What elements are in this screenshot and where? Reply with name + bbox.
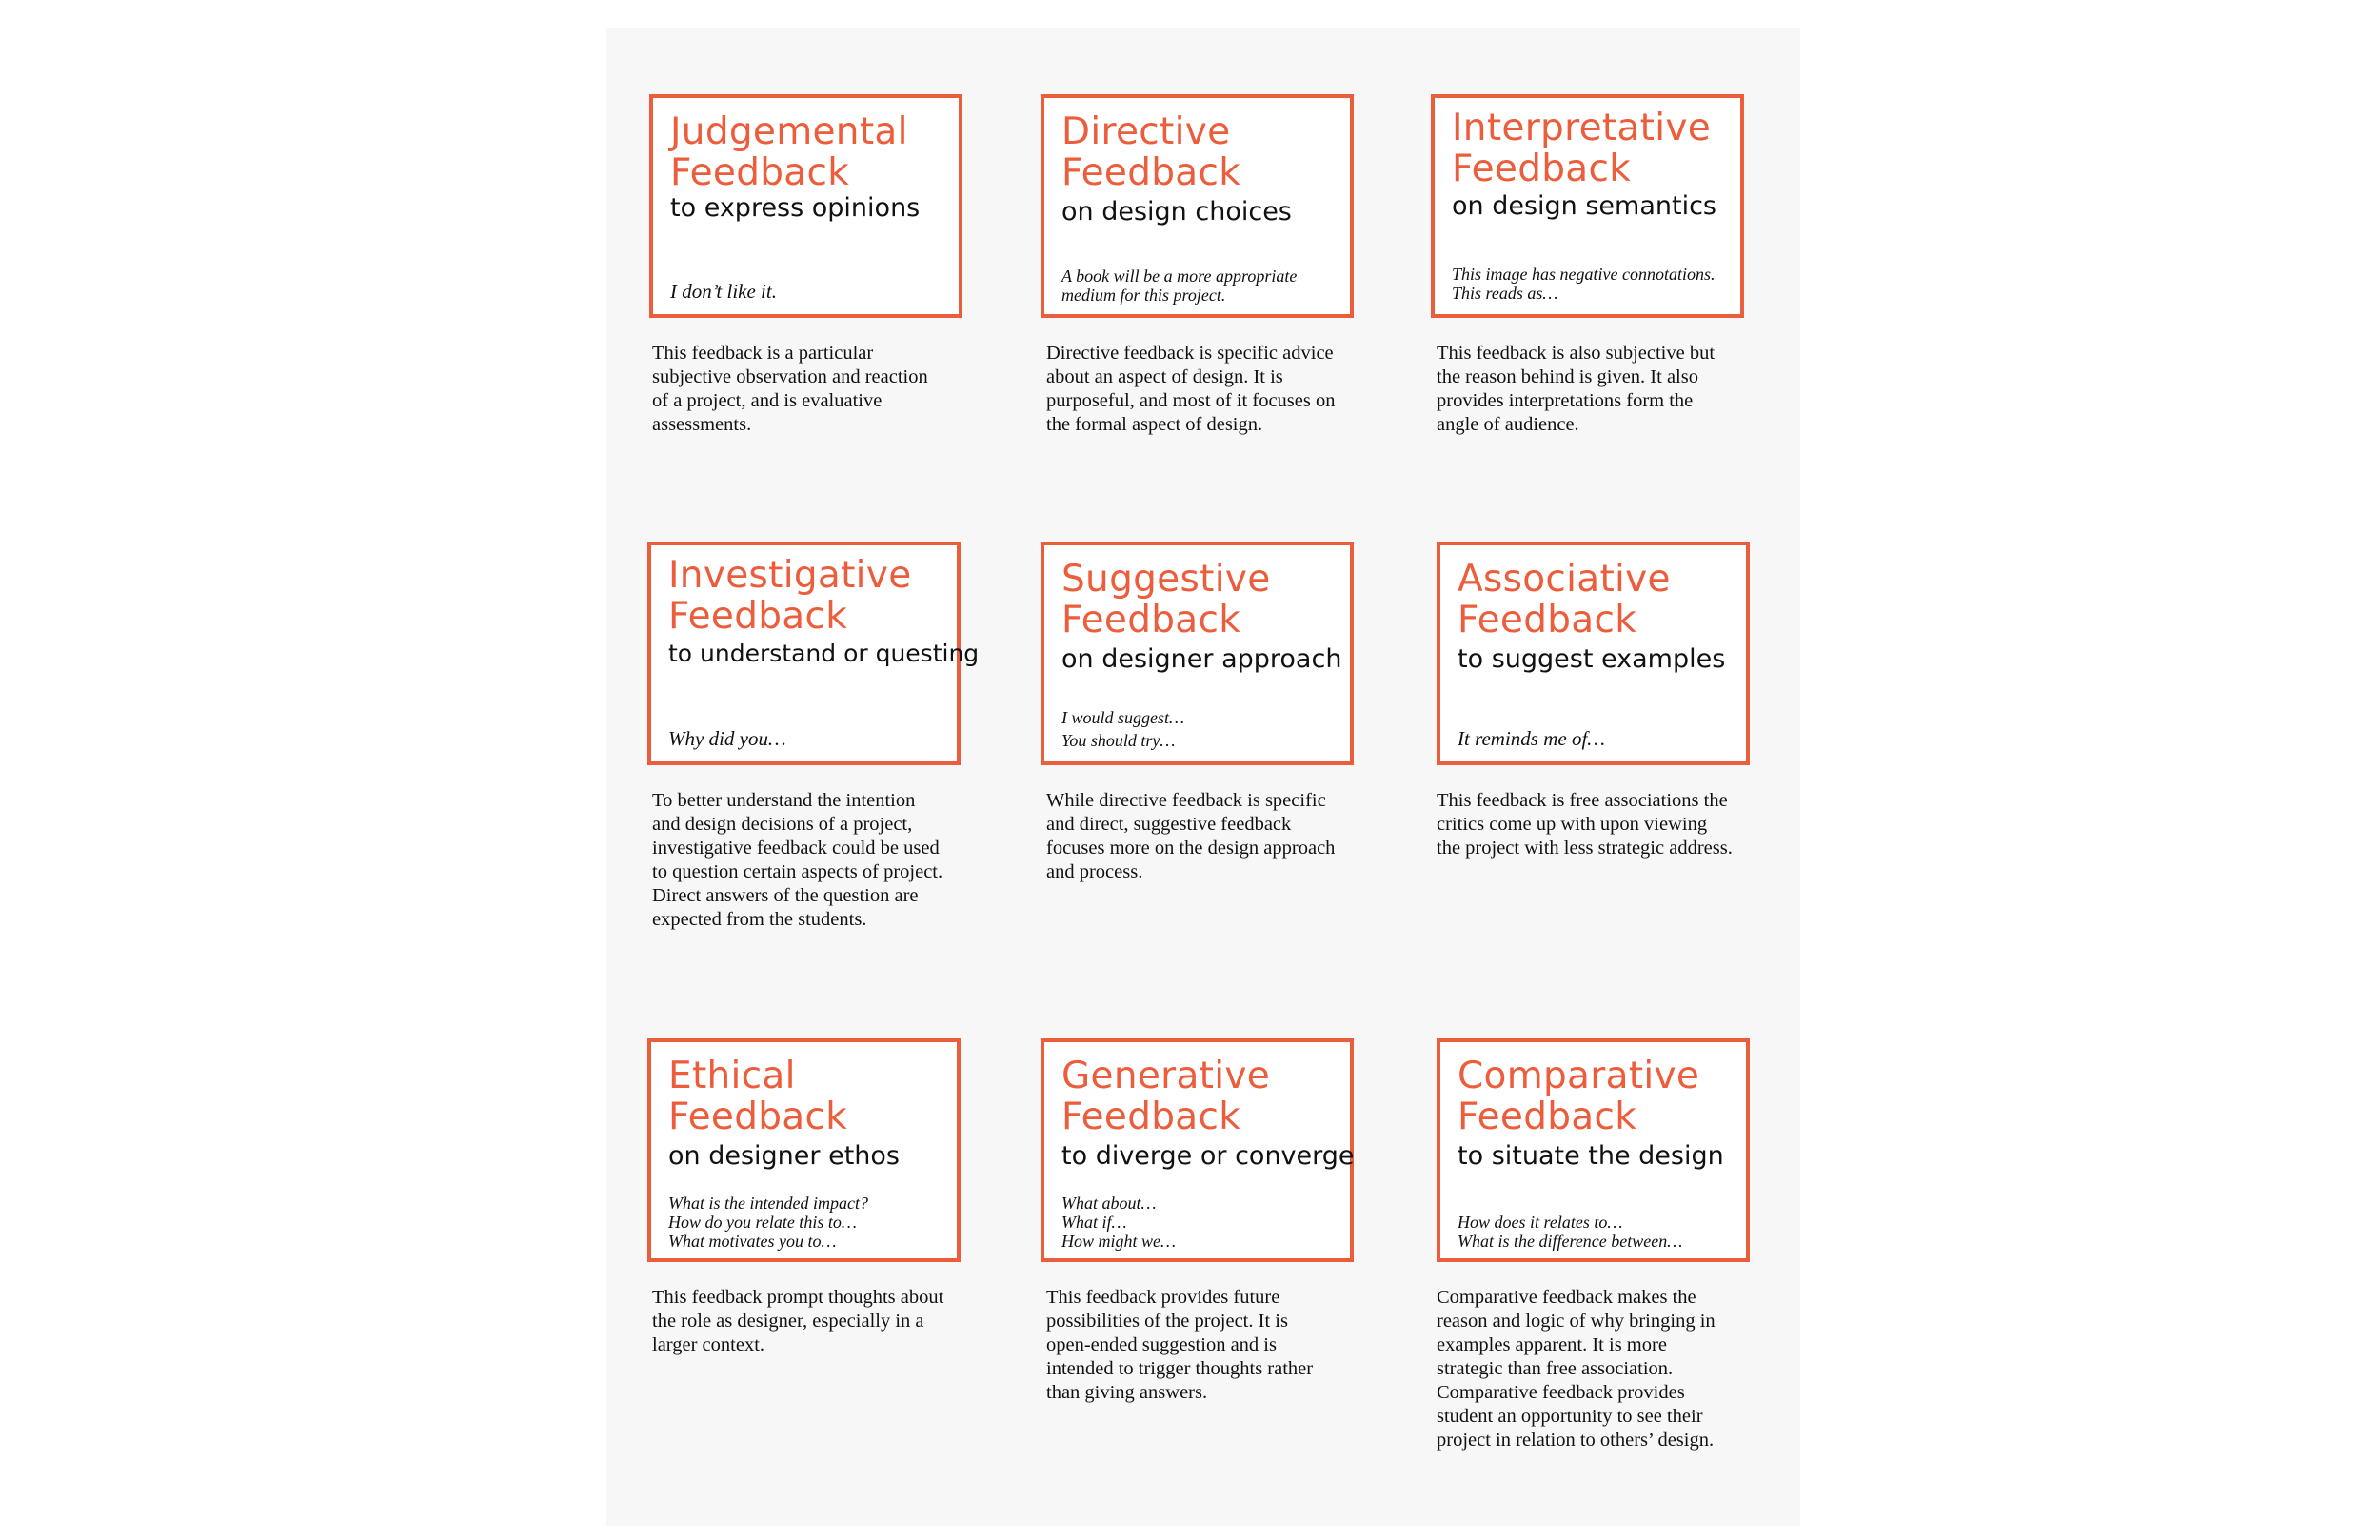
card-title [1061, 559, 1347, 641]
card-title-line-2: Feedback [670, 151, 850, 194]
card-title [1061, 1056, 1347, 1137]
description-line: possibilities of the project. It is [1046, 1311, 1288, 1332]
description-associative [1437, 789, 1765, 860]
card-title-line-1: Associative [1458, 558, 1671, 601]
description-line: of a project, and is evaluative [652, 390, 883, 411]
description-line: larger context. [652, 1334, 765, 1355]
card-example-line: What if… [1061, 1213, 1127, 1232]
description-line: the formal aspect of design. [1046, 414, 1263, 435]
card-title-line-2: Feedback [1061, 1096, 1241, 1138]
card-example [668, 1194, 868, 1251]
description-line: While directive feedback is specific [1046, 790, 1326, 811]
description-line: and direct, suggestive feedback [1046, 814, 1292, 835]
description-line: angle of audience. [1437, 414, 1579, 435]
card-title-line-1: Interpretative [1452, 107, 1712, 149]
card-title [1061, 111, 1347, 193]
card-example-line: What is the difference between… [1458, 1232, 1683, 1251]
card-ethical [647, 1038, 961, 1262]
description-line: provides interpretations form the [1437, 390, 1694, 411]
description-line: This feedback prompt thoughts about [652, 1287, 944, 1308]
card-suggestive [1041, 542, 1354, 765]
card-title [1452, 108, 1737, 189]
card-title-line-2: Feedback [1458, 1096, 1637, 1138]
description-line: This feedback provides future [1046, 1287, 1280, 1308]
card-example-line: It reminds me of… [1458, 727, 1605, 750]
description-directive [1046, 342, 1375, 437]
card-title-line-1: Suggestive [1061, 558, 1271, 601]
description-line: Comparative feedback provides [1437, 1382, 1685, 1403]
card-title-line-1: Investigative [668, 554, 912, 597]
card-title-line-2: Feedback [1458, 599, 1637, 642]
card-example-line: This reads as… [1452, 284, 1558, 303]
card-example-line: A book will be a more appropriate [1061, 267, 1298, 286]
description-ethical [652, 1286, 981, 1357]
card-title [670, 111, 956, 193]
description-line: Comparative feedback makes the [1437, 1287, 1696, 1308]
card-title [1458, 559, 1743, 641]
card-subtitle: on designer ethos [668, 1141, 900, 1171]
description-line: to question certain aspects of project. [652, 861, 943, 882]
card-directive [1041, 94, 1354, 318]
description-line: This feedback is also subjective but [1437, 343, 1716, 364]
card-subtitle: on design choices [1061, 197, 1292, 227]
description-line: To better understand the intention [652, 790, 916, 811]
description-line: focuses more on the design approach [1046, 838, 1336, 859]
description-line: reason and logic of why bringing in [1437, 1311, 1716, 1332]
description-line: strategic than free association. [1437, 1358, 1674, 1379]
description-line: assessments. [652, 414, 752, 435]
card-title-line-1: Ethical [668, 1055, 796, 1097]
card-title [1458, 1056, 1743, 1137]
card-example-line: I don’t like it. [670, 280, 777, 303]
card-example [1061, 1194, 1176, 1251]
card-subtitle: to understand or questing [668, 640, 980, 667]
card-title-line-1: Directive [1061, 110, 1231, 153]
description-line: investigative feedback could be used [652, 838, 940, 859]
card-comparative [1437, 1038, 1750, 1262]
card-example [1061, 267, 1297, 305]
card-example-line: You should try… [1061, 731, 1176, 750]
description-line: project in relation to others’ design. [1437, 1430, 1715, 1451]
description-comparative [1437, 1286, 1765, 1452]
description-line: This feedback is a particular [652, 343, 874, 364]
card-example-line: How do you relate this to… [668, 1213, 857, 1232]
card-title [668, 1056, 954, 1137]
card-associative [1437, 542, 1750, 765]
card-example-line: What about… [1061, 1194, 1157, 1213]
card-investigative [647, 542, 980, 765]
card-example-line: How does it relates to… [1458, 1213, 1623, 1232]
description-line: the reason behind is given. It also [1437, 366, 1698, 387]
description-line: the project with less strategic address. [1437, 838, 1733, 859]
description-line: Direct answers of the question are [652, 885, 919, 906]
card-example [1458, 727, 1605, 750]
description-line: and process. [1046, 861, 1143, 882]
card-example-line: This image has negative connotations. [1452, 265, 1716, 284]
description-interpretative [1437, 342, 1765, 437]
card-example [1452, 265, 1715, 303]
card-example [1061, 706, 1184, 752]
description-judgemental [652, 342, 981, 437]
card-example-line: Why did you… [668, 727, 786, 750]
description-line: student an opportunity to see their [1437, 1406, 1703, 1427]
card-example-line: What motivates you to… [668, 1232, 837, 1251]
card-title-line-2: Feedback [668, 1096, 848, 1138]
card-title-line-1: Generative [1061, 1055, 1271, 1097]
card-title-line-2: Feedback [1061, 151, 1241, 194]
card-example-line: medium for this project. [1061, 286, 1226, 305]
card-subtitle: to suggest examples [1458, 644, 1726, 674]
card-title-line-1: Judgemental [670, 110, 908, 153]
description-line: examples apparent. It is more [1437, 1334, 1667, 1355]
description-generative [1046, 1286, 1375, 1405]
description-line: critics come up with upon viewing [1437, 814, 1708, 835]
description-line: subjective observation and reaction [652, 366, 928, 387]
description-line: expected from the students. [652, 909, 867, 930]
description-line: open-ended suggestion and is [1046, 1334, 1277, 1355]
card-generative [1041, 1038, 1354, 1262]
card-title-line-2: Feedback [668, 595, 848, 638]
card-example-line: I would suggest… [1061, 708, 1185, 727]
description-line: This feedback is free associations the [1437, 790, 1728, 811]
card-interpretative [1431, 94, 1744, 318]
description-line: the role as designer, especially in a [652, 1311, 924, 1332]
card-subtitle: on design semantics [1452, 191, 1717, 221]
card-example-line: How might we… [1061, 1232, 1177, 1251]
card-title [668, 555, 954, 637]
card-example [670, 280, 777, 303]
card-subtitle: to express opinions [670, 193, 921, 223]
card-subtitle: to diverge or converge [1061, 1141, 1355, 1171]
card-example [1458, 1213, 1682, 1251]
card-title-line-1: Comparative [1458, 1055, 1700, 1097]
description-line: than giving answers. [1046, 1382, 1208, 1403]
card-subtitle: on designer approach [1061, 644, 1342, 674]
description-investigative [652, 789, 981, 932]
card-example-line: What is the intended impact? [668, 1194, 868, 1213]
card-example [668, 727, 786, 750]
description-line: and design decisions of a project, [652, 814, 913, 835]
description-line: about an aspect of design. It is [1046, 366, 1283, 387]
description-suggestive [1046, 789, 1375, 884]
description-line: Directive feedback is specific advice [1046, 343, 1334, 364]
description-line: intended to trigger thoughts rather [1046, 1358, 1314, 1379]
feedback-types-sheet [606, 28, 1800, 1526]
card-judgemental [649, 94, 962, 318]
card-title-line-2: Feedback [1061, 599, 1241, 642]
card-title-line-2: Feedback [1452, 148, 1632, 190]
card-subtitle: to situate the design [1458, 1141, 1724, 1171]
description-line: purposeful, and most of it focuses on [1046, 390, 1336, 411]
